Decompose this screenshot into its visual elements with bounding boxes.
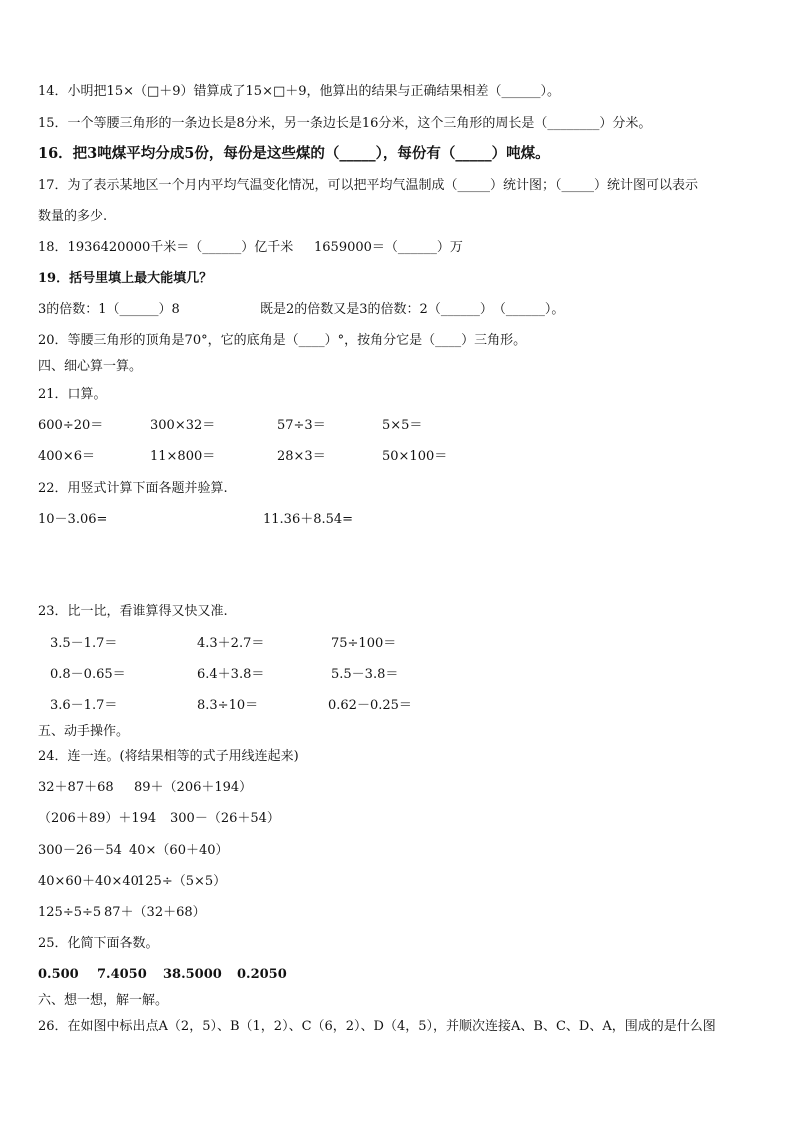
q24-left-expr: 125÷5÷5 xyxy=(38,905,102,920)
question-19-part2: 既是2的倍数又是3的倍数：2（______） （______）。 xyxy=(260,302,565,317)
question-14: 14．小明把15×（□＋9）错算成了15×□＋9，他算出的结果与正确结果相差（______）。 xyxy=(38,84,561,99)
q22-item-2: 11.36＋8.54= xyxy=(263,512,354,527)
q24-right-expr: 125÷（5×5） xyxy=(137,874,227,889)
question-25: 25．化简下面各数。 xyxy=(38,936,159,951)
question-17-line2: 数量的多少. xyxy=(38,209,108,224)
q22-item-1: 10－3.06= xyxy=(38,512,108,527)
q25-value: 0.500 xyxy=(38,967,79,982)
question-24: 24．连一连。(将结果相等的式子用线连起来) xyxy=(38,749,299,764)
q24-right-expr: 300－（26＋54） xyxy=(170,811,280,826)
question-21: 21．口算。 xyxy=(38,387,107,402)
q23-item: 75÷100＝ xyxy=(331,636,397,651)
q24-right-expr: 87＋（32＋68） xyxy=(104,905,206,920)
q23-item: 5.5－3.8＝ xyxy=(331,667,399,682)
q21-item: 400×6＝ xyxy=(38,449,95,464)
q25-value: 7.4050 xyxy=(97,967,147,982)
q24-left-expr: 40×60＋40×40 xyxy=(38,874,139,889)
q24-right-expr: 89＋（206＋194） xyxy=(134,780,253,795)
q25-value: 38.5000 xyxy=(163,967,222,982)
question-23: 23．比一比，看谁算得又快又准. xyxy=(38,604,228,619)
q21-item: 11×800＝ xyxy=(150,449,216,464)
q21-item: 5×5＝ xyxy=(382,418,423,433)
question-20: 20．等腰三角形的顶角是70°，它的底角是（____）°，按角分它是（____）三角形。 xyxy=(38,333,527,348)
q21-item: 57÷3＝ xyxy=(277,418,326,433)
q24-left-expr: （206＋89）＋194 xyxy=(38,811,157,826)
question-19: 19．括号里填上最大能填几？ xyxy=(38,271,213,286)
question-26: 26．在如图中标出点A（2，5）、B（1，2）、C（6，2）、D（4，5），并顺次连接A、B、C、D、A，围成的是什么图 xyxy=(38,1019,716,1034)
question-15: 15．一个等腰三角形的一条边长是8分米，另一条边长是16分米，这个三角形的周长是（________）分米。 xyxy=(38,116,652,131)
question-19-part1: 3的倍数：1（______）8 xyxy=(38,302,180,317)
q21-item: 50×100＝ xyxy=(382,449,448,464)
q21-item: 28×3＝ xyxy=(277,449,326,464)
q23-item: 3.6－1.7＝ xyxy=(50,698,118,713)
section-4-heading: 四、细心算一算。 xyxy=(38,359,143,374)
q23-item: 0.8－0.65＝ xyxy=(50,667,126,682)
question-22: 22．用竖式计算下面各题并验算. xyxy=(38,481,228,496)
q23-item: 3.5－1.7＝ xyxy=(50,636,118,651)
question-17-line1: 17．为了表示某地区一个月内平均气温变化情况，可以把平均气温制成（_____）统计图；（_____）统计图可以表示 xyxy=(38,178,699,193)
q23-item: 0.62－0.25＝ xyxy=(328,698,412,713)
q25-value: 0.2050 xyxy=(237,967,287,982)
section-6-heading: 六、想一想，解一解。 xyxy=(38,993,169,1008)
q21-item: 300×32＝ xyxy=(150,418,216,433)
q24-right-expr: 40×（60＋40） xyxy=(129,843,229,858)
q24-left-expr: 32＋87＋68 xyxy=(38,780,114,795)
q23-item: 4.3＋2.7＝ xyxy=(197,636,265,651)
q23-item: 6.4＋3.8＝ xyxy=(197,667,265,682)
question-18-part1: 18．1936420000千米＝（______）亿千米 xyxy=(38,240,294,255)
q21-item: 600÷20＝ xyxy=(38,418,104,433)
question-16: 16．把3吨煤平均分成5份，每份是这些煤的（_____），每份有（_____）吨煤。 xyxy=(38,145,550,162)
q23-item: 8.3÷10＝ xyxy=(197,698,259,713)
q24-left-expr: 300－26－54 xyxy=(38,843,122,858)
question-18-part2: 1659000＝（______）万 xyxy=(314,240,463,255)
section-5-heading: 五、动手操作。 xyxy=(38,724,130,739)
